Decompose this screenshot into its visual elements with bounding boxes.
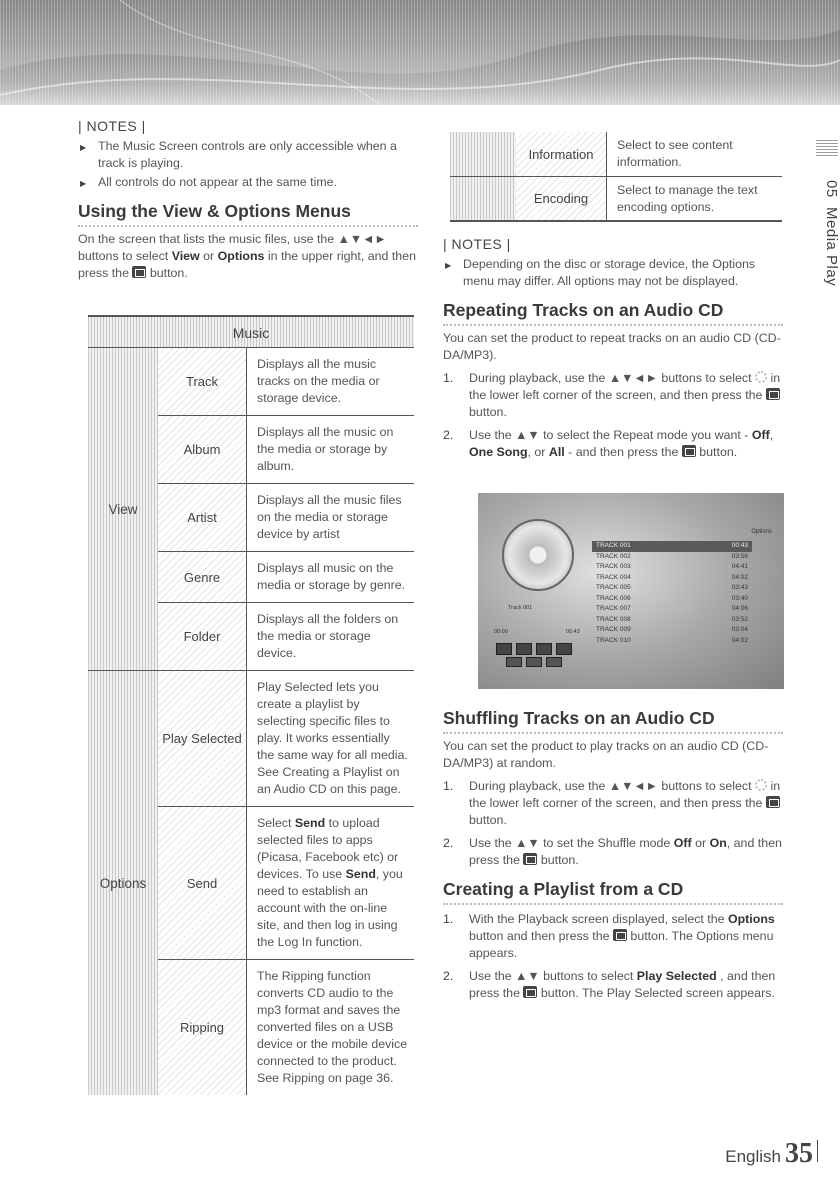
list-item: TRACK 005 03:43 xyxy=(596,584,748,591)
enter-button-icon xyxy=(766,796,780,808)
enter-button-icon xyxy=(523,986,537,998)
list-item: TRACK 003 04:41 xyxy=(596,563,748,570)
options-group-label: Options xyxy=(88,671,158,1095)
chapter-label: Media Play xyxy=(823,207,840,287)
elapsed-time: 00:00 xyxy=(494,629,508,635)
row-name: Genre xyxy=(158,552,246,602)
table-row xyxy=(158,602,414,670)
section-title-shuffle: Shuffling Tracks on an Audio CD xyxy=(443,708,783,734)
row-desc: Select to see content information. xyxy=(606,132,782,176)
track-list xyxy=(592,541,752,646)
row-name: Folder xyxy=(158,603,246,670)
table-row xyxy=(158,415,414,483)
row-name: Artist xyxy=(158,484,246,551)
table-row xyxy=(450,132,782,176)
list-item: TRACK 001 00:43 xyxy=(592,541,752,552)
row-name: Information xyxy=(516,132,606,176)
repeat-icon xyxy=(755,371,767,383)
list-item: TRACK 007 04:06 xyxy=(596,605,748,612)
repeat-step-1: 1. During playback, use the ▲▼◄► buttons to select in the lower left corner of the screen, and then press the button. xyxy=(443,371,781,419)
header-decoration xyxy=(0,0,840,105)
shuffle-step-2: 2. Use the ▲▼ to set the Shuffle mode Off or On, and then press the button. xyxy=(443,836,782,867)
repeat-paragraph: You can set the product to repeat tracks on an audio CD (CD-DA/MP3). xyxy=(443,331,781,362)
repeat-step-2: 2. Use the ▲▼ to select the Repeat mode you want - Off, One Song, or All - and then press the button. xyxy=(443,428,774,459)
row-name: Encoding xyxy=(516,177,606,220)
section-title-view-options: Using the View & Options Menus xyxy=(78,201,418,227)
table-row xyxy=(158,806,414,959)
total-time: 00:43 xyxy=(566,629,580,635)
list-item: TRACK 009 03:04 xyxy=(596,626,748,633)
playlist-step-1: 1. With the Playback screen displayed, select the Options button and then press the button. The Options menu appears. xyxy=(443,912,775,960)
equalizer-control-icon xyxy=(546,657,562,667)
note-item: ▶ Depending on the disc or storage device, the Options menu may differ. All options may not be displayed. xyxy=(443,256,783,290)
shuffle-icon xyxy=(755,779,767,791)
section-title-repeat: Repeating Tracks on an Audio CD xyxy=(443,300,783,326)
row-name: Play Selected xyxy=(158,671,246,806)
side-tab-lines xyxy=(816,140,838,158)
list-item: TRACK 006 03:40 xyxy=(596,594,748,602)
side-tab-text xyxy=(812,180,840,286)
list-item: TRACK 002 03:56 xyxy=(596,552,748,560)
playlist-step-2: 2. Use the ▲▼ buttons to select Play Selected , and then press the button. The Play Selected screen appears. xyxy=(443,969,776,1000)
right-column-lower xyxy=(443,708,783,1002)
row-name: Ripping xyxy=(158,960,246,1095)
enter-button-icon xyxy=(132,266,146,278)
rewind-control-icon xyxy=(536,643,552,655)
row-desc: Displays all the music tracks on the media or storage device. xyxy=(246,348,414,415)
options-label: Options xyxy=(751,529,772,535)
table-row xyxy=(158,671,414,806)
row-name: Track xyxy=(158,348,246,415)
list-item: TRACK 008 03:52 xyxy=(596,615,748,623)
view-options-paragraph: On the screen that lists the music files, use the ▲▼◄► buttons to select View or Options in the upper right, and then press the button. xyxy=(78,232,416,280)
table-row xyxy=(158,551,414,602)
play-control-icon xyxy=(496,643,512,655)
table-row xyxy=(158,959,414,1095)
left-column xyxy=(78,118,418,282)
right-column xyxy=(443,236,783,461)
header-band xyxy=(0,0,840,105)
row-name: Album xyxy=(158,416,246,483)
shuffle-step-1: 1. During playback, use the ▲▼◄► buttons to select in the lower left corner of the screen, and then press the button. xyxy=(443,779,781,827)
row-desc: Displays all the music on the media or storage by album. xyxy=(246,416,414,483)
view-group xyxy=(88,347,414,670)
music-table xyxy=(88,315,414,1095)
row-name: Send xyxy=(158,807,246,959)
shuffle-paragraph: You can set the product to play tracks on an audio CD (CD-DA/MP3) at random. xyxy=(443,739,769,770)
row-desc: The Ripping function converts CD audio to the mp3 format and saves the converted files on a USB device or the mobile device connected to the product. See Ripping on page 36. xyxy=(246,960,414,1095)
current-track-label: Track 001 xyxy=(508,605,533,611)
enter-button-icon xyxy=(766,388,780,400)
table-row xyxy=(158,483,414,551)
page-footer xyxy=(725,1138,818,1170)
music-table-header: Music xyxy=(88,315,414,347)
chapter-side-tab xyxy=(810,140,840,300)
footer-language: English xyxy=(725,1147,781,1166)
list-item: TRACK 004 04:02 xyxy=(596,573,748,581)
shuffle-control-icon xyxy=(506,657,522,667)
playback-screenshot xyxy=(478,493,784,689)
row-desc: Displays all the folders on the media or storage device. xyxy=(246,603,414,670)
forward-control-icon xyxy=(556,643,572,655)
chapter-number: 05 xyxy=(823,180,840,198)
table-row xyxy=(158,348,414,415)
notes-title: | NOTES | xyxy=(78,118,146,134)
view-group-label: View xyxy=(88,348,158,670)
row-desc: Displays all music on the media or storage by genre. xyxy=(246,552,414,602)
note-item: ▶ The Music Screen controls are only accessible when a track is playing. xyxy=(78,138,418,172)
row-desc: Play Selected lets you create a playlist by selecting specific files to play. It works essentially the same way for all media. See Creating a Playlist on an Audio CD on this page. xyxy=(246,671,414,806)
section-title-playlist: Creating a Playlist from a CD xyxy=(443,879,783,905)
repeat-control-icon xyxy=(526,657,542,667)
enter-button-icon xyxy=(523,853,537,865)
pause-control-icon xyxy=(516,643,532,655)
list-item: TRACK 010 04:02 xyxy=(596,636,748,644)
row-desc: Select Send to upload selected files to apps (Picasa, Facebook etc) or devices. To use Send, you need to establish an account with the on-line site, and then log in using the Log In function. xyxy=(246,807,414,959)
note-item: ▶ All controls do not appear at the same time. xyxy=(78,174,418,191)
enter-button-icon xyxy=(613,929,627,941)
cd-disc-icon xyxy=(502,519,574,591)
row-desc: Displays all the music files on the media or storage device by artist xyxy=(246,484,414,551)
notes-title: | NOTES | xyxy=(443,236,511,252)
options-group xyxy=(88,670,414,1095)
footer-bar xyxy=(817,1140,818,1162)
enter-button-icon xyxy=(682,445,696,457)
row-desc: Select to manage the text encoding options. xyxy=(606,177,782,220)
options-table xyxy=(450,132,782,222)
table-row xyxy=(450,176,782,220)
page-number: 35 xyxy=(785,1138,813,1169)
